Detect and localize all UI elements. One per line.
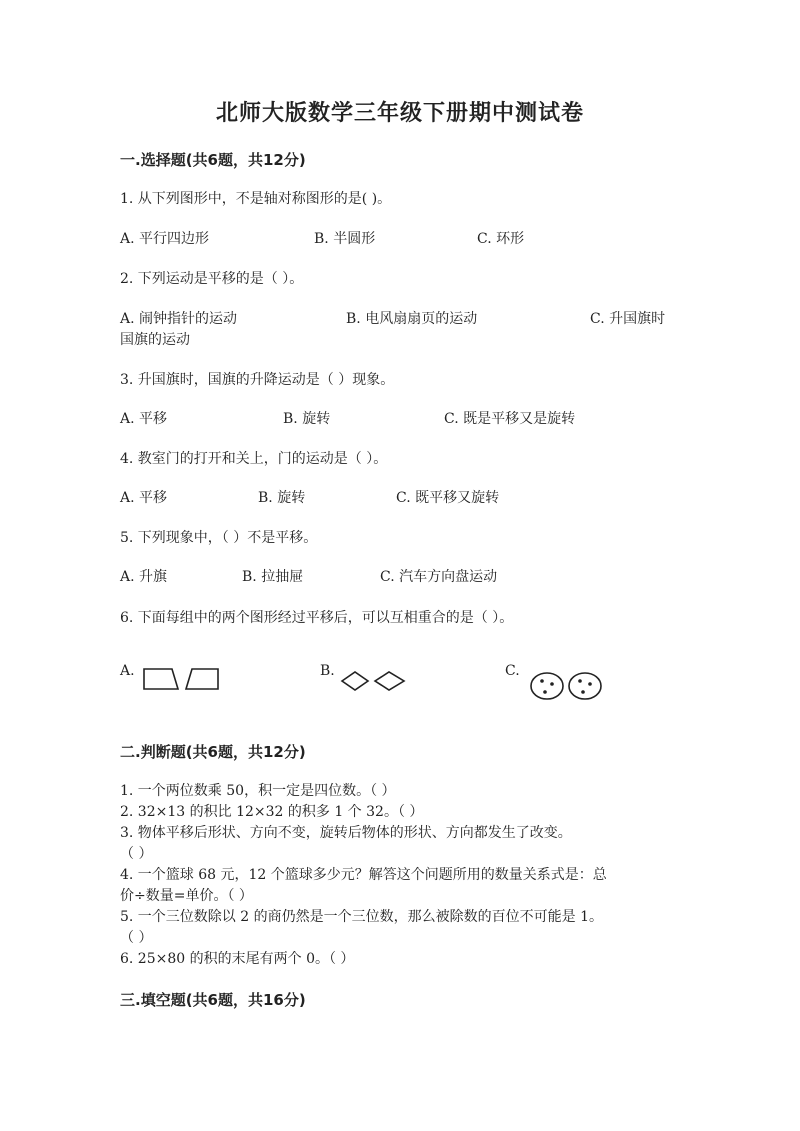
question-3-option-b: B. 旋转 <box>283 411 331 427</box>
question-4-option-c: C. 既平移又旋转 <box>396 490 500 506</box>
question-4-option-a: A. 平移 <box>120 490 168 506</box>
question-1-option-c: C. 环形 <box>477 231 525 247</box>
question-2: 2. 下列运动是平移的是（ ）。 <box>120 271 304 287</box>
question-5-option-a: A. 升旗 <box>120 569 168 585</box>
section-heading-judgment: 二.判断题(共6题，共12分) <box>120 743 306 761</box>
page-title: 北师大版数学三年级下册期中测试卷 <box>215 101 584 126</box>
circle-pair-figure <box>528 670 606 702</box>
question-3: 3. 升国旗时，国旗的升降运动是（ ）现象。 <box>120 372 395 388</box>
question-6-option-a: A. <box>120 663 135 679</box>
judgment-line: 4. 一个篮球 68 元，12 个篮球多少元？解答这个问题所用的数量关系式是：总 <box>120 867 607 883</box>
question-6: 6. 下面每组中的两个图形经过平移后，可以互相重合的是（ ）。 <box>120 610 514 626</box>
diamond-pair-figure <box>337 668 409 694</box>
question-5-option-b: B. 拉抽屉 <box>242 569 304 585</box>
question-3-option-c: C. 既是平移又是旋转 <box>444 411 576 427</box>
question-2-option-c-wrap: 国旗的运动 <box>120 332 190 348</box>
judgment-line: 价÷数量=单价。（ ） <box>120 888 253 904</box>
question-1-option-a: A. 平行四边形 <box>120 231 210 247</box>
judgment-line: （ ） <box>120 846 153 862</box>
section-heading-fill-blank: 三.填空题(共6题，共16分) <box>120 991 306 1009</box>
question-2-option-a: A. 闹钟指针的运动 <box>120 311 238 327</box>
judgment-line: 6. 25×80 的积的末尾有两个 0。（ ） <box>120 951 355 967</box>
question-4: 4. 教室门的打开和关上，门的运动是（ ）。 <box>120 451 388 467</box>
question-6-option-b: B. <box>320 663 335 679</box>
question-1: 1. 从下列图形中，不是轴对称图形的是( )。 <box>120 191 392 207</box>
judgment-line: 5. 一个三位数除以 2 的商仍然是一个三位数，那么被除数的百位不可能是 1。 <box>120 909 603 925</box>
question-2-option-c: C. 升国旗时 <box>590 311 666 327</box>
question-2-option-b: B. 电风扇扇页的运动 <box>346 311 478 327</box>
section-heading-choice: 一.选择题(共6题，共12分) <box>120 151 306 169</box>
judgment-line: 3. 物体平移后形状、方向不变，旋转后物体的形状、方向都发生了改变。 <box>120 825 572 841</box>
judgment-line: 1. 一个两位数乘 50，积一定是四位数。（ ） <box>120 783 396 799</box>
judgment-line: 2. 32×13 的积比 12×32 的积多 1 个 32。（ ） <box>120 804 424 820</box>
parallelogram-pair-figure <box>140 664 224 694</box>
question-5-option-c: C. 汽车方向盘运动 <box>380 569 498 585</box>
question-4-option-b: B. 旋转 <box>258 490 306 506</box>
question-6-option-c: C. <box>505 663 520 679</box>
question-1-option-b: B. 半圆形 <box>314 231 376 247</box>
question-5: 5. 下列现象中，（ ）不是平移。 <box>120 530 318 546</box>
question-3-option-a: A. 平移 <box>120 411 168 427</box>
judgment-line: （ ） <box>120 930 153 946</box>
